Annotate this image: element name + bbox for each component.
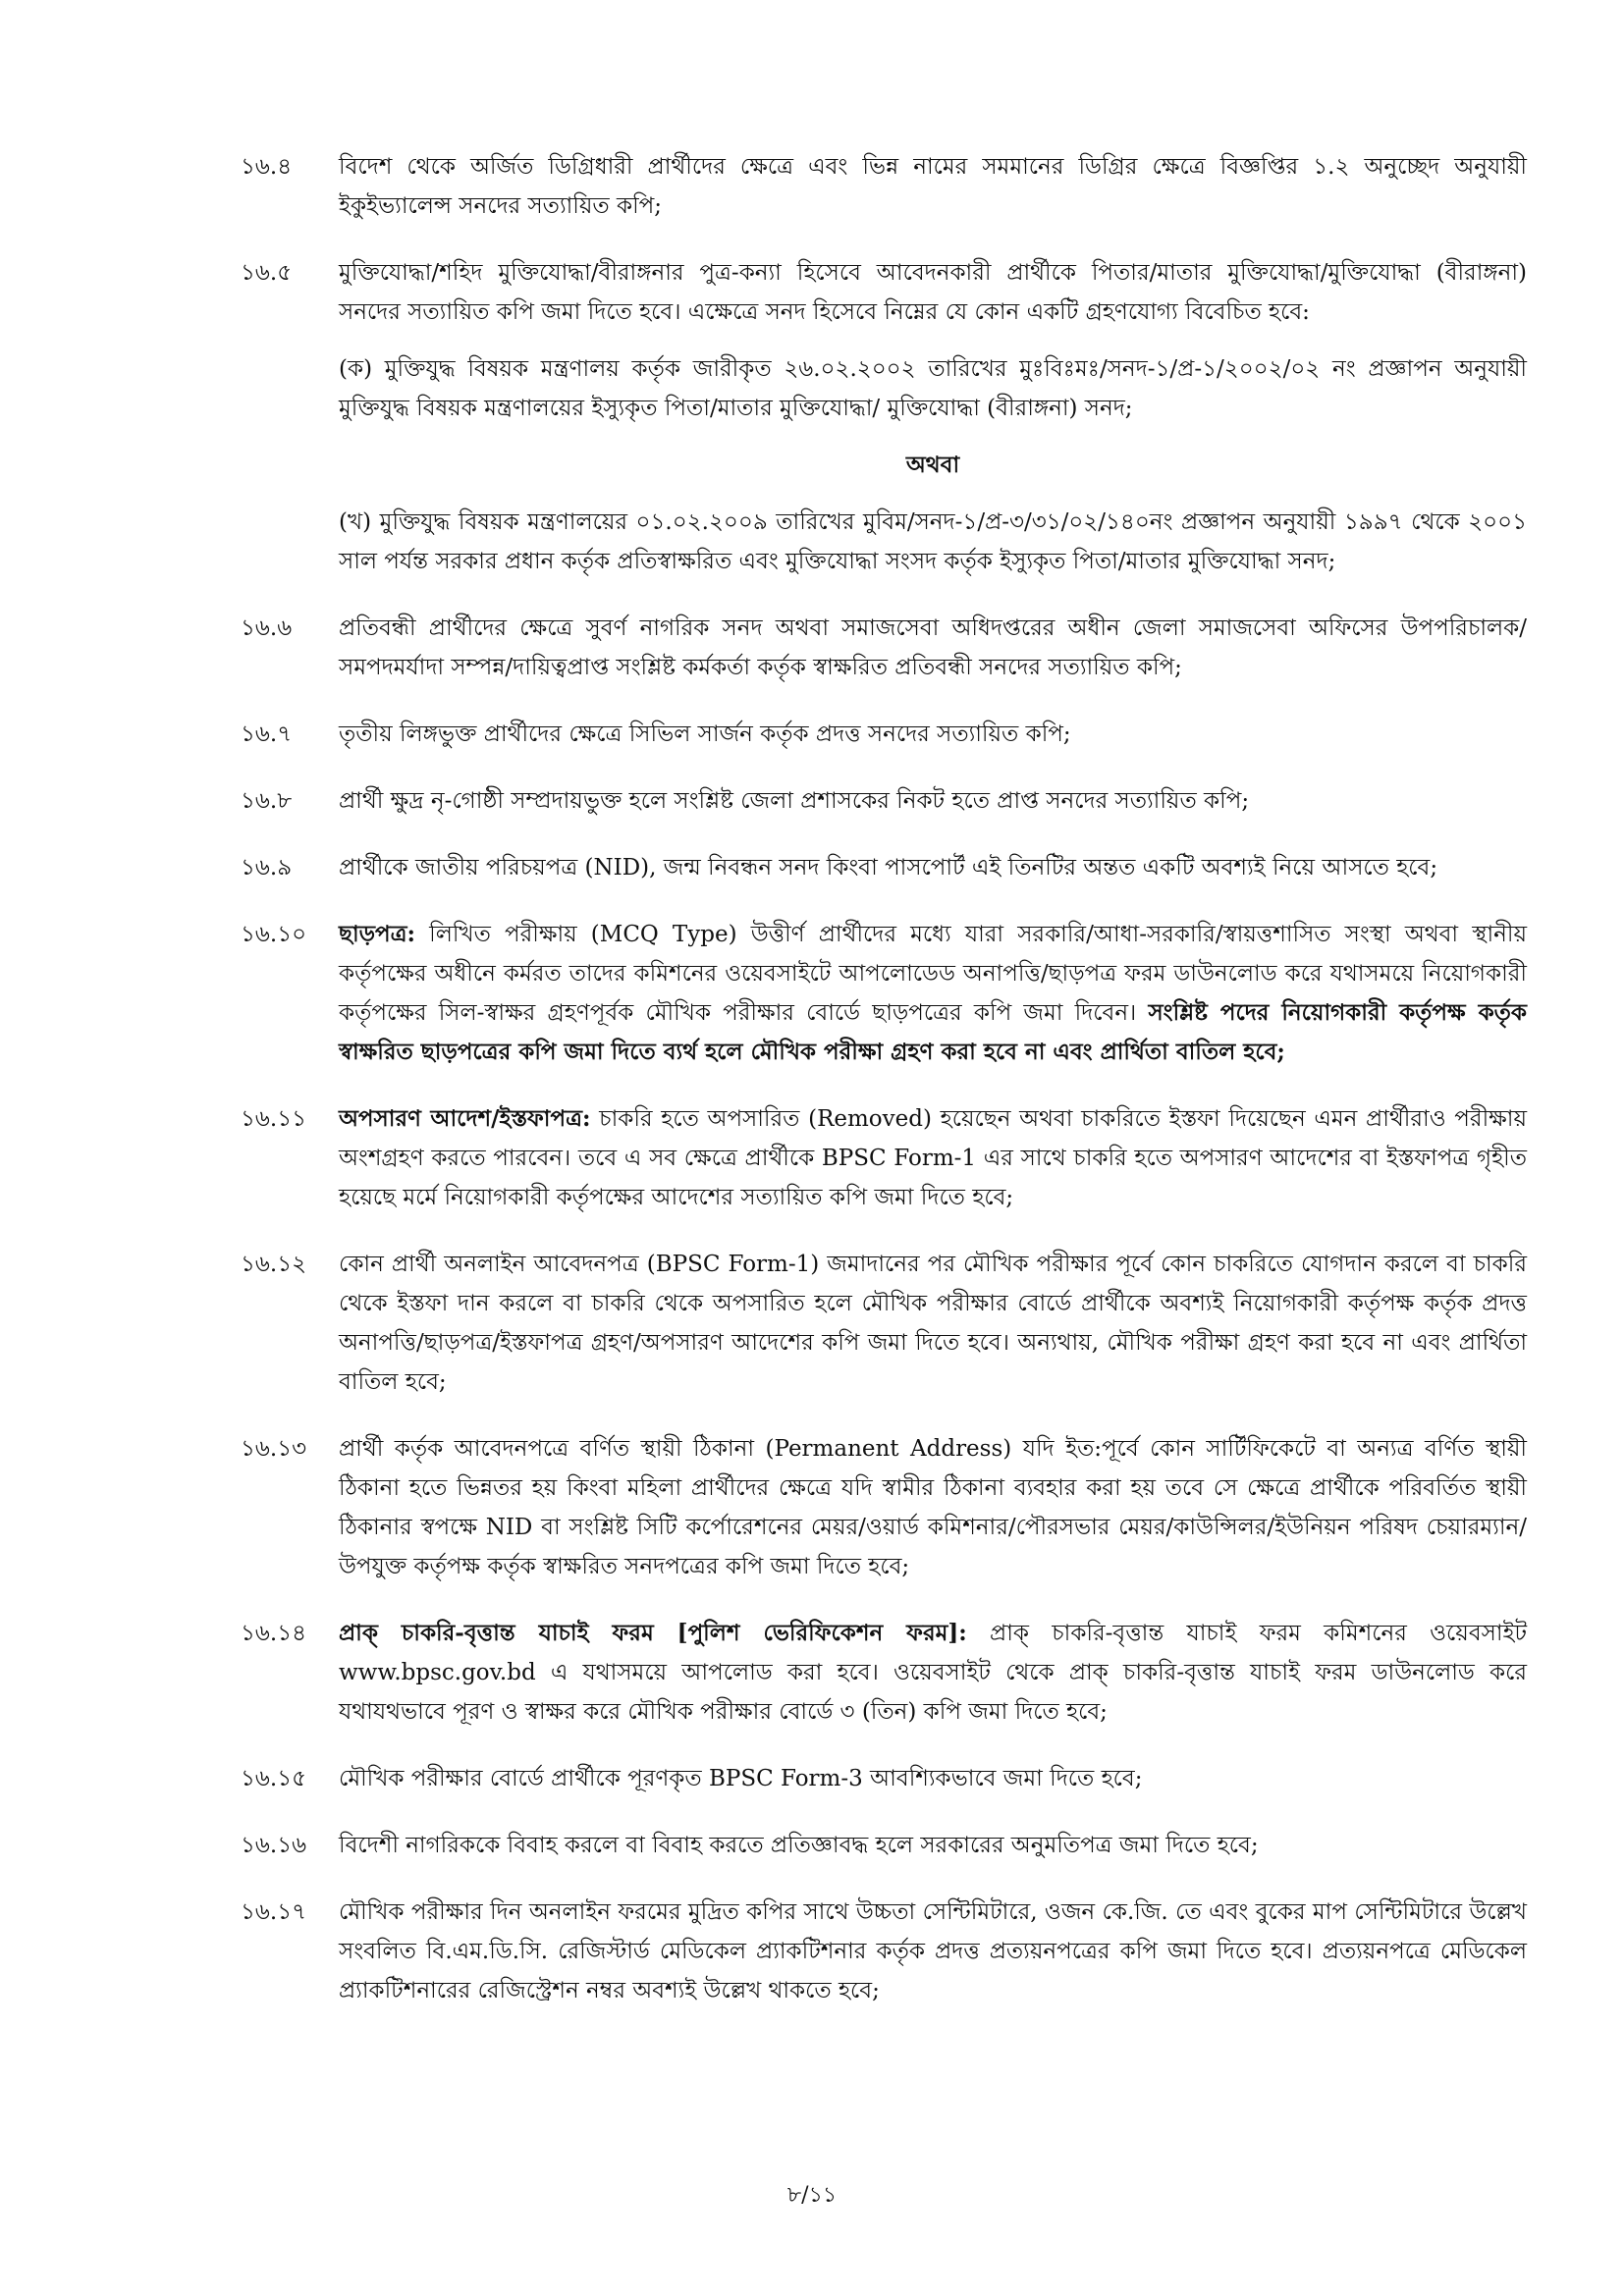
item-bold-lead: প্রাক্ চাকরি-বৃত্তান্ত যাচাই ফরম [পুলিশ ভেরিফিকেশন ফরম]: bbox=[339, 1620, 967, 1646]
item-bold-tail: সংশ্লিষ্ট পদের নিয়োগকারী কর্তৃপক্ষ কর্তৃক স্বাক্ষরিত ছাড়পত্রের কপি জমা দিতে ব্যর্থ হলে মৌখিক পরীক্ষা গ্রহণ করা হবে না এবং প্রার্থিতা বাতিল হবে; bbox=[339, 999, 1528, 1065]
list-item-16-16 bbox=[241, 1826, 1527, 1865]
item-text-block bbox=[339, 1099, 1527, 1217]
list-item-16-5 bbox=[241, 253, 1527, 332]
item-number: ১৬.১৭ bbox=[241, 1899, 307, 1925]
sub-item-kha: (খ) মুক্তিযুদ্ধ বিষয়ক মন্ত্রণালয়ের ০১.০২.২০০৯ তারিখের মুবিম/সনদ-১/প্র-৩/৩১/০২/১৪০নং প্রজ্ঞাপন অনুযায়ী ১৯৯৭ থেকে ২০০১ সাল পর্যন্ত সরকার প্রধান কর্তৃক প্রতিস্বাক্ষরিত এবং মুক্তিযোদ্ধা সংসদ কর্তৃক ইস্যুকৃত পিতা/মাতার মুক্তিযোদ্ধা সনদ; bbox=[339, 509, 1527, 574]
item-number: ১৬.১১ bbox=[241, 1106, 307, 1132]
item-number: ১৬.১৩ bbox=[241, 1436, 307, 1462]
item-bold-lead: ছাড়পত্র: bbox=[339, 921, 416, 947]
list-item-16-13 bbox=[241, 1429, 1527, 1586]
list-item-16-9 bbox=[241, 848, 1527, 887]
item-text: লিখিত পরীক্ষায় (MCQ Type) উত্তীর্ণ প্রার্থীদের মধ্যে যারা সরকারি/আধা-সরকারি/স্বায়ত্তশাসিত সংস্থা অথবা স্থানীয় কর্তৃপক্ষের অধীনে কর্মরত তাদের কমিশনের ওয়েবসাইটে আপলোডেড অনাপত্তি/ছাড়পত্র ফরম ডাউনলোড করে যথাসময়ে নিয়োগকারী কর্তৃপক্ষের সিল-স্বাক্ষর গ্রহণপূর্বক মৌখিক পরীক্ষার বোর্ডে ছাড়পত্রের কপি জমা দিবেন। bbox=[339, 922, 1527, 1026]
item-number: ১৬.১৬ bbox=[241, 1833, 307, 1858]
sub-item-ka: (ক) মুক্তিযুদ্ধ বিষয়ক মন্ত্রণালয় কর্তৃক জারীকৃত ২৬.০২.২০০২ তারিখের মুঃবিঃমঃ/সনদ-১/প্র-১/২০০২/০২ নং প্রজ্ঞাপন অনুযায়ী মুক্তিযুদ্ধ বিষয়ক মন্ত্রণালয়ের ইস্যুকৃত পিতা/মাতার মুক্তিযোদ্ধা/ মুক্তিযোদ্ধা (বীরাঙ্গনা) সনদ; bbox=[339, 356, 1527, 421]
item-text: তৃতীয় লিঙ্গভুক্ত প্রার্থীদের ক্ষেত্রে সিভিল সার্জন কর্তৃক প্রদত্ত সনদের সত্যায়িত কপি; bbox=[339, 721, 1071, 747]
document-content bbox=[241, 147, 1527, 2038]
item-text: প্রার্থী কর্তৃক আবেদনপত্রে বর্ণিত স্থায়ী ঠিকানা (Permanent Address) যদি ইত:পূর্বে কোন সার্টিফিকেটে বা অন্যত্র বর্ণিত স্থায়ী ঠিকানা হতে ভিন্নতর হয় কিংবা মহিলা প্রার্থীদের ক্ষেত্রে যদি স্বামীর ঠিকানা ব্যবহার করা হয় তবে সে ক্ষেত্রে প্রার্থীকে পরিবর্তিত স্থায়ী ঠিকানার স্বপক্ষে NID বা সংশ্লিষ্ট সিটি কর্পোরেশনের মেয়র/ওয়ার্ড কমিশনার/পৌরসভার মেয়র/কাউন্সিলর/ইউনিয়ন পরিষদ চেয়ারম্যান/উপযুক্ত কর্তৃপক্ষ কর্তৃক স্বাক্ষরিত সনদপত্রের কপি জমা দিতে হবে; bbox=[339, 1436, 1527, 1579]
item-number: ১৬.৮ bbox=[241, 788, 293, 814]
item-text: বিদেশ থেকে অর্জিত ডিগ্রিধারী প্রার্থীদের ক্ষেত্রে এবং ভিন্ন নামের সমমানের ডিগ্রির ক্ষেত্রে বিজ্ঞপ্তির ১.২ অনুচ্ছেদ অনুযায়ী ইকুইভ্যালেন্স সনদের সত্যায়িত কপি; bbox=[339, 154, 1527, 219]
item-number: ১৬.১৪ bbox=[241, 1621, 307, 1646]
item-text: বিদেশী নাগরিককে বিবাহ করলে বা বিবাহ করতে প্রতিজ্ঞাবদ্ধ হলে সরকারের অনুমতিপত্র জমা দিতে হবে; bbox=[339, 1833, 1259, 1858]
item-number: ১৬.৬ bbox=[241, 615, 293, 641]
item-number: ১৬.৯ bbox=[241, 855, 293, 881]
list-item-16-11 bbox=[241, 1099, 1527, 1217]
item-bold-lead: অপসারণ আদেশ/ইস্তফাপত্র: bbox=[339, 1105, 591, 1132]
item-text: মৌখিক পরীক্ষার দিন অনলাইন ফরমের মুদ্রিত কপির সাথে উচ্চতা সেন্টিমিটারে, ওজন কে.জি. তে এবং বুকের মাপ সেন্টিমিটারে উল্লেখ সংবলিত বি.এম.ডি.সি. রেজিস্টার্ড মেডিকেল প্র্যাকটিশনার কর্তৃক প্রদত্ত প্রত্যয়নপত্রের কপি জমা দিতে হবে। প্রত্যয়নপত্রে মেডিকেল প্র্যাকটিশনারের রেজিস্ট্রেশন নম্বর অবশ্যই উল্লেখ থাকতে হবে; bbox=[339, 1899, 1527, 2003]
or-separator: অথবা bbox=[905, 452, 960, 478]
item-number: ১৬.৫ bbox=[241, 260, 293, 286]
list-item-16-10 bbox=[241, 915, 1527, 1072]
item-number: ১৬.১২ bbox=[241, 1252, 307, 1277]
item-text: মুক্তিযোদ্ধা/শহিদ মুক্তিযোদ্ধা/বীরাঙ্গনার পুত্র-কন্যা হিসেবে আবেদনকারী প্রার্থীকে পিতার/মাতার মুক্তিযোদ্ধা/মুক্তিযোদ্ধা (বীরাঙ্গনা) সনদের সত্যায়িত কপি জমা দিতে হবে। এক্ষেত্রে সনদ হিসেবে নিম্নের যে কোন একটি গ্রহণযোগ্য বিবেচিত হবে: bbox=[339, 260, 1527, 325]
item-text: প্রাক্ চাকরি-বৃত্তান্ত যাচাই ফরম কমিশনের ওয়েবসাইট www.bpsc.gov.bd এ যথাসময়ে আপলোড করা হবে। ওয়েবসাইট থেকে প্রাক্ চাকরি-বৃত্তান্ত যাচাই ফরম ডাউনলোড করে যথাযথভাবে পূরণ ও স্বাক্ষর করে মৌখিক পরীক্ষার বোর্ডে ৩ (তিন) কপি জমা দিতে হবে; bbox=[339, 1621, 1527, 1725]
item-text: চাকরি হতে অপসারিত (Removed) হয়েছেন অথবা চাকরিতে ইস্তফা দিয়েছেন এমন প্রার্থীরাও পরীক্ষায় অংশগ্রহণ করতে পারবেন। তবে এ সব ক্ষেত্রে প্রার্থীকে BPSC Form-1 এর সাথে চাকরি হতে অপসারণ আদেশের বা ইস্তফাপত্র গৃহীত হয়েছে মর্মে নিয়োগকারী কর্তৃপক্ষের আদেশের সত্যায়িত কপি জমা দিতে হবে; bbox=[339, 1106, 1527, 1210]
item-text-block bbox=[339, 915, 1527, 1072]
item-text-block bbox=[339, 1614, 1527, 1732]
list-item-16-12 bbox=[241, 1245, 1527, 1402]
item-text: প্রার্থী ক্ষুদ্র নৃ-গোষ্ঠী সম্প্রদায়ভুক্ত হলে সংশ্লিষ্ট জেলা প্রশাসকের নিকট হতে প্রাপ্ত সনদের সত্যায়িত কপি; bbox=[339, 788, 1250, 814]
item-number: ১৬.৪ bbox=[241, 154, 293, 180]
item-text: প্রার্থীকে জাতীয় পরিচয়পত্র (NID), জন্ম নিবন্ধন সনদ কিংবা পাসপোর্ট এই তিনটির অন্তত একটি অবশ্যই নিয়ে আসতে হবে; bbox=[339, 855, 1438, 881]
item-number: ১৬.১০ bbox=[241, 922, 307, 947]
list-item-16-7 bbox=[241, 715, 1527, 754]
list-item-16-17 bbox=[241, 1893, 1527, 2010]
item-text: প্রতিবন্ধী প্রার্থীদের ক্ষেত্রে সুবর্ণ নাগরিক সনদ অথবা সমাজসেবা অধিদপ্তরের অধীন জেলা সমাজসেবা অফিসের উপপরিচালক/সমপদমর্যাদা সম্পন্ন/দায়িত্বপ্রাপ্ত সংশ্লিষ্ট কর্মকর্তা কর্তৃক স্বাক্ষরিত প্রতিবন্ধী সনদের সত্যায়িত কপি; bbox=[339, 615, 1527, 680]
item-number: ১৬.১৫ bbox=[241, 1766, 307, 1791]
list-item-16-4 bbox=[241, 147, 1527, 226]
list-item-16-8 bbox=[241, 781, 1527, 821]
list-item-16-15 bbox=[241, 1759, 1527, 1798]
item-number: ১৬.৭ bbox=[241, 721, 293, 747]
sub-items-16-5 bbox=[339, 349, 1527, 581]
list-item-16-14 bbox=[241, 1614, 1527, 1732]
item-text: কোন প্রার্থী অনলাইন আবেদনপত্র (BPSC Form-1) জমাদানের পর মৌখিক পরীক্ষার পূর্বে কোন চাকরিতে যোগদান করলে বা চাকরি থেকে ইস্তফা দান করলে বা চাকরি থেকে অপসারিত হলে মৌখিক পরীক্ষার বোর্ডে প্রার্থীকে অবশ্যই নিয়োগকারী কর্তৃপক্ষ কর্তৃক প্রদত্ত অনাপত্তি/ছাড়পত্র/ইস্তফাপত্র গ্রহণ/অপসারণ আদেশের কপি জমা দিতে হবে। অন্যথায়, মৌখিক পরীক্ষা গ্রহণ করা হবে না এবং প্রার্থিতা বাতিল হবে; bbox=[339, 1252, 1527, 1395]
page-number: ৮/১১ bbox=[786, 2183, 838, 2208]
list-item-16-6 bbox=[241, 609, 1527, 687]
item-text: মৌখিক পরীক্ষার বোর্ডে প্রার্থীকে পূরণকৃত BPSC Form-3 আবশ্যিকভাবে জমা দিতে হবে; bbox=[339, 1766, 1143, 1791]
